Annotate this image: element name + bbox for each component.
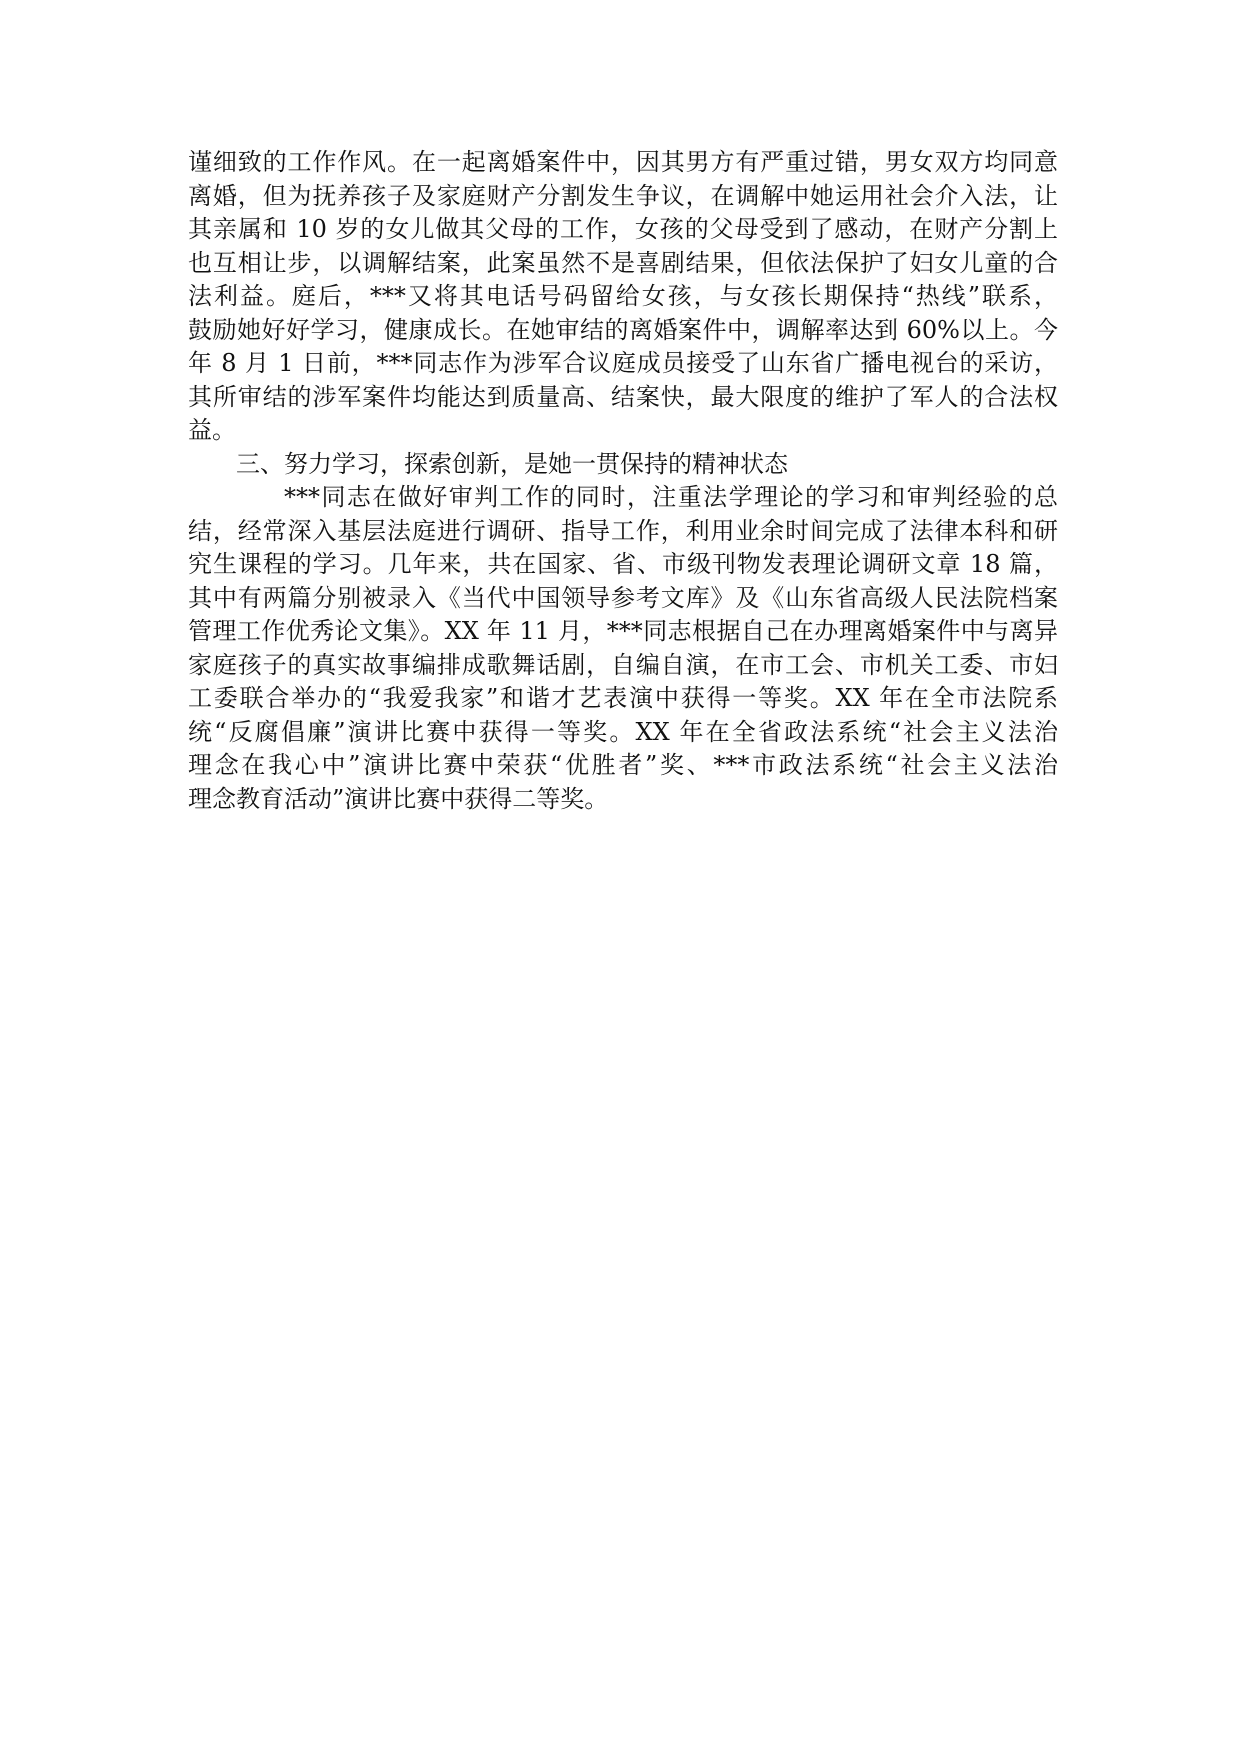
text-line: 谨细致的工作作风。在一起离婚案件中，因其男方有严重过错，男女双方均同意	[188, 148, 1058, 176]
text-line: 统“反腐倡廉”演讲比赛中获得一等奖。XX 年在全省政法系统“社会主义法治	[188, 717, 1058, 746]
text-line: 结，经常深入基层法庭进行调研、指导工作，利用业余时间完成了法律本科和研	[188, 516, 1058, 545]
text-line: 其亲属和 10 岁的女儿做其父母的工作，女孩的父母受到了感动，在财产分割上	[188, 215, 1058, 243]
text-line: 鼓励她好好学习，健康成长。在她审结的离婚案件中，调解率达到 60%以上。今	[188, 315, 1058, 344]
text-line: 离婚，但为抚养孩子及家庭财产分割发生争议，在调解中她运用社会介入法，让	[188, 181, 1058, 210]
text-line: 其中有两篇分别被录入《当代中国领导参考文库》及《山东省高级人民法院档案	[188, 583, 1058, 612]
document-body	[188, 146, 1058, 816]
text-line: 其所审结的涉军案件均能达到质量高、结案快，最大限度的维护了军人的合法权	[188, 382, 1058, 411]
text-line: 益。	[188, 416, 236, 444]
text-line: 管理工作优秀论文集》。XX 年 11 月，***同志根据自己在办理离婚案件中与离异	[188, 617, 1058, 645]
text-line: 也互相让步，以调解结案，此案虽然不是喜剧结果，但依法保护了妇女儿童的合	[188, 248, 1058, 277]
text-line: 理念教育活动”演讲比赛中获得二等奖。	[188, 784, 609, 813]
text-line: 法利益。庭后，***又将其电话号码留给女孩，与女孩长期保持“热线”联系，	[188, 282, 1058, 310]
text-line: 理念在我心中”演讲比赛中荣获“优胜者”奖、***市政法系统“社会主义法治	[188, 751, 1058, 779]
paragraph-first-line: ***同志在做好审判工作的同时，注重法学理论的学习和审判经验的总	[284, 483, 1058, 511]
text-line: 家庭孩子的真实故事编排成歌舞话剧，自编自演，在市工会、市机关工委、市妇	[188, 650, 1058, 679]
text-line: 工委联合举办的“我爱我家”和谐才艺表演中获得一等奖。XX 年在全市法院系	[188, 684, 1058, 712]
text-line: 年 8 月 1 日前，***同志作为涉军合议庭成员接受了山东省广播电视台的采访，	[188, 349, 1058, 377]
text-line: 究生课程的学习。几年来，共在国家、省、市级刊物发表理论调研文章 18 篇，	[188, 550, 1058, 578]
section-heading: 三、努力学习，探索创新，是她一贯保持的精神状态	[236, 449, 788, 478]
